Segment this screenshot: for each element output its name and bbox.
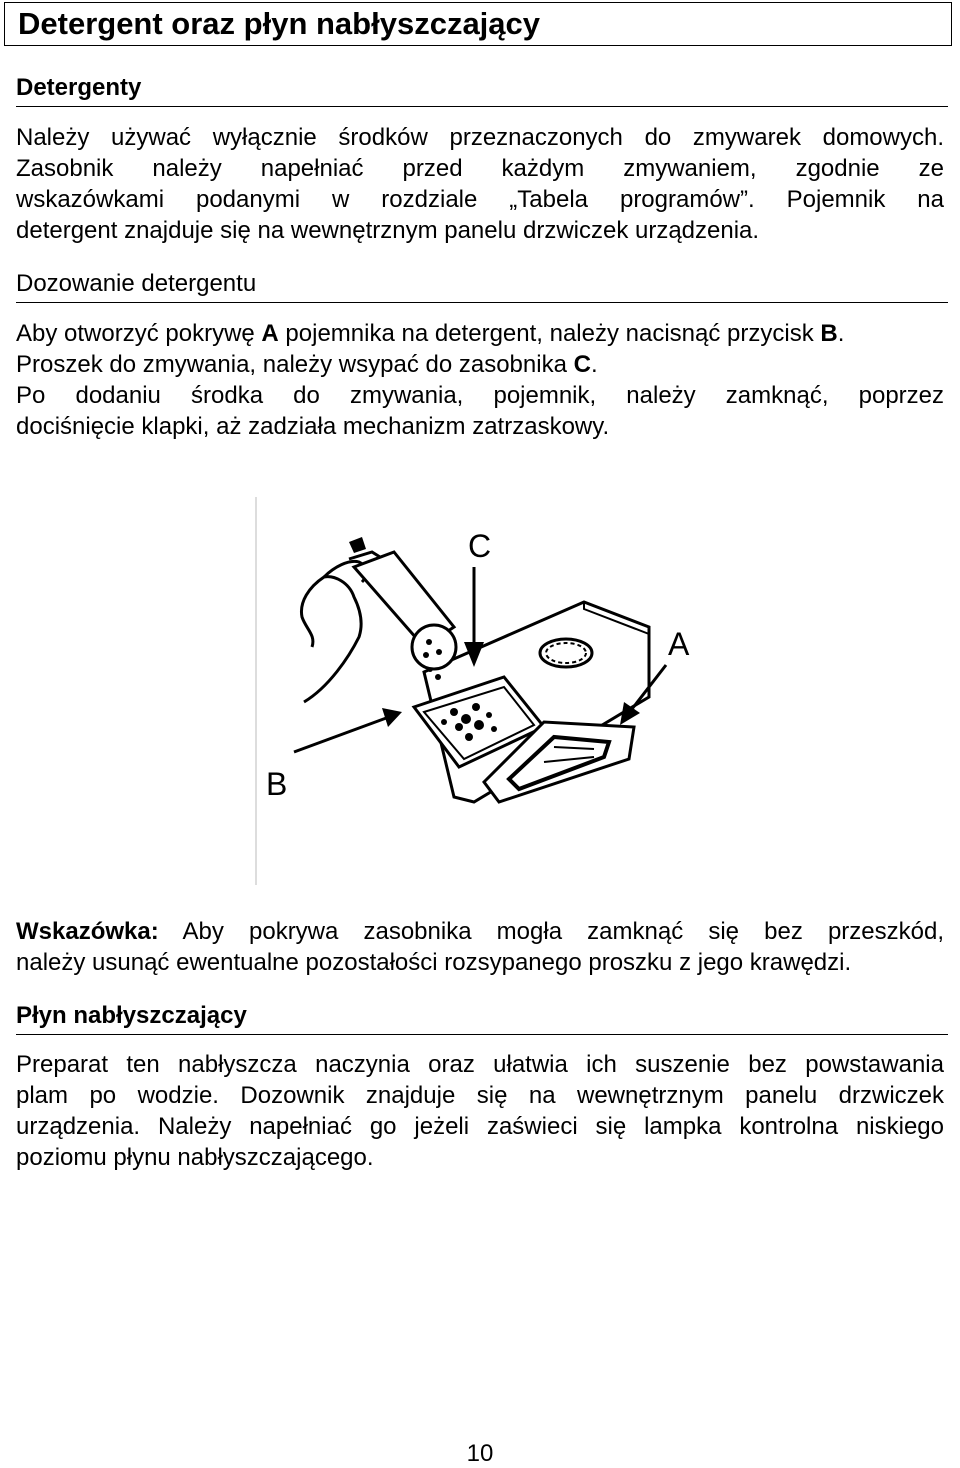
- page-number: 10: [466, 1440, 494, 1467]
- label-a-ref: A: [261, 320, 279, 347]
- wskazowka-line-1: [16, 916, 944, 947]
- wskazowka-line-2: należy usunąć ewentualne pozostałości rozsypanego proszku z jego krawędzi.: [16, 949, 852, 976]
- dozowanie-line-2-text-c: .: [590, 351, 598, 378]
- heading-detergenty: Detergenty: [16, 74, 142, 101]
- detergenty-line-3: wskazówkami podanymi w rozdziale „Tabela programów”. Pojemnik na: [16, 186, 944, 213]
- label-c-ref: C: [573, 351, 591, 378]
- wskazowka-label: Wskazówka:: [16, 918, 159, 945]
- dozowanie-line-1-text-a: Aby otworzyć pokrywę: [16, 320, 262, 347]
- arrow-b: [294, 717, 389, 752]
- dozowanie-line-1-text-c: pojemnika na detergent, należy nacisnąć przycisk: [278, 320, 821, 347]
- page-title-box: [4, 2, 952, 46]
- heading-dozowanie: Dozowanie detergentu: [16, 270, 257, 297]
- label-b: B: [266, 766, 288, 802]
- dozowanie-line-4: dociśnięcie klapki, aż zadziała mechanizm zatrzaskowy.: [16, 413, 610, 440]
- dozowanie-line-2-text-a: Proszek do zmywania, należy wsypać do zasobnika: [16, 351, 574, 378]
- label-a: A: [668, 626, 690, 662]
- section-heading-plyn: [16, 1002, 948, 1035]
- plyn-line-3: urządzenia. Należy napełniać go jeżeli zaświeci się lampka kontrolna niskiego: [16, 1113, 944, 1140]
- label-b-ref: B: [820, 320, 838, 347]
- dozowanie-line-2: [16, 349, 598, 380]
- dozowanie-line-1: [16, 318, 844, 349]
- section-heading-dozowanie: [16, 270, 948, 303]
- detergenty-line-4: detergent znajduje się na wewnętrznym panelu drzwiczek urządzenia.: [16, 217, 760, 244]
- label-c: C: [468, 528, 492, 564]
- detergent-dispenser-illustration: [254, 497, 720, 885]
- section-heading-detergenty: [16, 74, 948, 107]
- detergenty-line-2: Zasobnik należy napełniać przed każdym zmywaniem, zgodnie ze: [16, 155, 944, 182]
- dozowanie-line-3: Po dodaniu środka do zmywania, pojemnik, należy zamknąć, poprzez: [16, 382, 944, 409]
- detergenty-line-1: Należy używać wyłącznie środków przeznaczonych do zmywarek domowych.: [16, 124, 944, 151]
- plyn-line-2: plam po wodzie. Dozownik znajduje się na wewnętrznym panelu drzwiczek: [16, 1082, 944, 1109]
- wskazowka-line-1-text: Aby pokrywa zasobnika mogła zamknąć się bez przeszkód,: [158, 918, 944, 945]
- dozowanie-line-1-text-e: .: [837, 320, 845, 347]
- plyn-line-4: poziomu płynu nabłyszczającego.: [16, 1144, 374, 1171]
- plyn-line-1: Preparat ten nabłyszcza naczynia oraz ułatwia ich suszenie bez powstawania: [16, 1051, 944, 1078]
- hand-outline: [301, 577, 361, 702]
- heading-plyn: Płyn nabłyszczający: [16, 1002, 247, 1029]
- page-title: Detergent oraz płyn nabłyszczający: [18, 6, 541, 41]
